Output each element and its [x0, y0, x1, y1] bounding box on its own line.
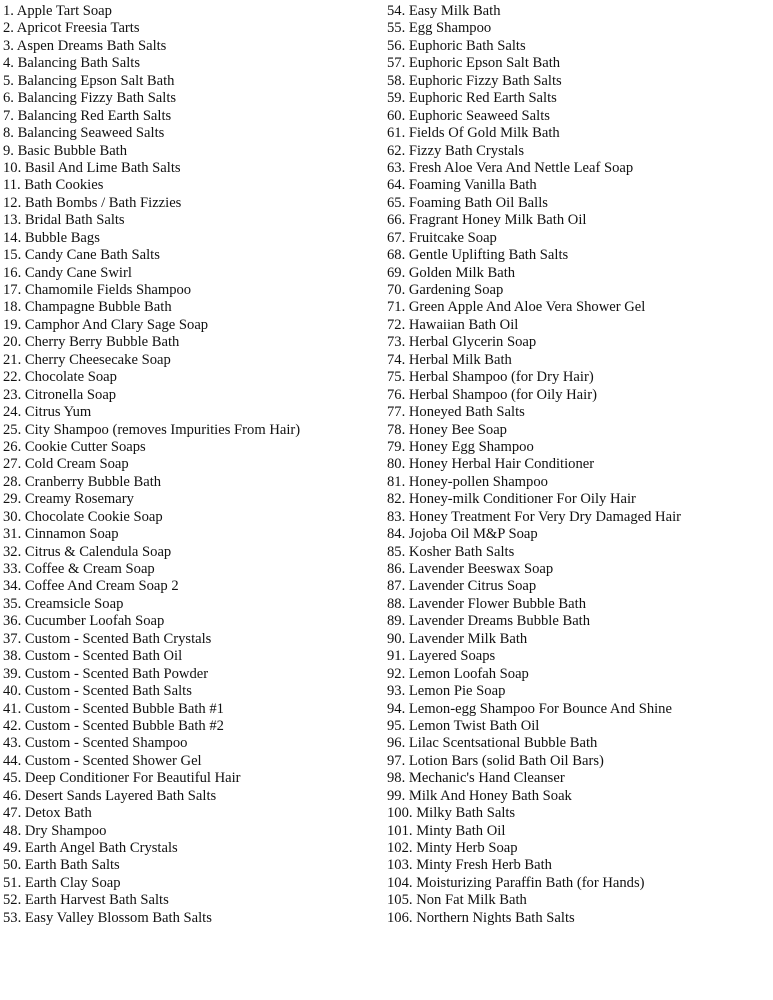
- list-item: 52. Earth Harvest Bath Salts: [3, 892, 169, 909]
- list-item: 13. Bridal Bath Salts: [3, 212, 125, 229]
- list-item: 97. Lotion Bars (solid Bath Oil Bars): [387, 752, 604, 769]
- list-item: 67. Fruitcake Soap: [387, 229, 497, 246]
- list-item: 61. Fields Of Gold Milk Bath: [387, 125, 560, 142]
- list-item: 7. Balancing Red Earth Salts: [3, 107, 172, 124]
- list-item: 101. Minty Bath Oil: [387, 822, 506, 839]
- list-item: 28. Cranberry Bubble Bath: [3, 473, 162, 490]
- list-item: 20. Cherry Berry Bubble Bath: [3, 334, 180, 351]
- list-item: 32. Citrus & Calendula Soap: [3, 543, 172, 560]
- list-item: 12. Bath Bombs / Bath Fizzies: [3, 194, 182, 211]
- list-item: 68. Gentle Uplifting Bath Salts: [387, 247, 569, 264]
- list-item: 98. Mechanic's Hand Cleanser: [387, 770, 565, 787]
- list-item: 41. Custom - Scented Bubble Bath #1: [3, 700, 224, 717]
- list-item: 80. Honey Herbal Hair Conditioner: [387, 456, 595, 473]
- list-item: 85. Kosher Bath Salts: [387, 543, 515, 560]
- list-item: 23. Citronella Soap: [3, 386, 117, 403]
- list-item: 66. Fragrant Honey Milk Bath Oil: [387, 212, 587, 229]
- list-item: 2. Apricot Freesia Tarts: [3, 20, 140, 37]
- list-item: 45. Deep Conditioner For Beautiful Hair: [3, 770, 241, 787]
- list-item: 88. Lavender Flower Bubble Bath: [387, 595, 586, 612]
- list-item: 17. Chamomile Fields Shampoo: [3, 282, 192, 298]
- list-item: 8. Balancing Seaweed Salts: [3, 125, 165, 142]
- list-item: 69. Golden Milk Bath: [387, 264, 516, 281]
- list-item: 57. Euphoric Epson Salt Bath: [387, 55, 561, 72]
- list-item: 73. Herbal Glycerin Soap: [387, 334, 537, 351]
- recipe-list-right-column: [387, 3, 771, 927]
- list-item: 96. Lilac Scentsational Bubble Bath: [387, 735, 598, 752]
- list-item: 46. Desert Sands Layered Bath Salts: [3, 787, 217, 804]
- list-item: 63. Fresh Aloe Vera And Nettle Leaf Soap: [387, 159, 634, 176]
- list-item: 31. Cinnamon Soap: [3, 526, 119, 543]
- list-item: 100. Milky Bath Salts: [387, 805, 516, 822]
- list-item: 30. Chocolate Cookie Soap: [3, 508, 163, 525]
- list-item: 62. Fizzy Bath Crystals: [387, 142, 525, 159]
- list-item: 43. Custom - Scented Shampoo: [3, 735, 188, 752]
- list-item: 27. Cold Cream Soap: [3, 456, 129, 473]
- list-item: 65. Foaming Bath Oil Balls: [387, 194, 548, 211]
- list-item: 36. Cucumber Loofah Soap: [3, 613, 165, 630]
- list-item: 19. Camphor And Clary Sage Soap: [3, 316, 209, 333]
- list-item: 72. Hawaiian Bath Oil: [387, 316, 519, 333]
- list-item: 71. Green Apple And Aloe Vera Shower Gel: [387, 299, 646, 316]
- list-item: 104. Moisturizing Paraffin Bath (for Hands): [387, 874, 645, 891]
- list-item: 79. Honey Egg Shampoo: [387, 438, 534, 455]
- list-item: 90. Lavender Milk Bath: [387, 630, 528, 647]
- list-item: 33. Coffee & Cream Soap: [3, 561, 155, 577]
- list-item: 94. Lemon-egg Shampoo For Bounce And Shine: [387, 700, 672, 717]
- list-item: 40. Custom - Scented Bath Salts: [3, 683, 192, 700]
- list-item: 29. Creamy Rosemary: [3, 491, 134, 508]
- list-item: 37. Custom - Scented Bath Crystals: [3, 630, 212, 647]
- list-item: 105. Non Fat Milk Bath: [387, 892, 527, 909]
- list-item: 35. Creamsicle Soap: [3, 595, 124, 612]
- list-item: 21. Cherry Cheesecake Soap: [3, 351, 171, 368]
- list-item: 34. Coffee And Cream Soap 2: [3, 578, 179, 595]
- list-item: 3. Aspen Dreams Bath Salts: [3, 37, 167, 54]
- list-item: 92. Lemon Loofah Soap: [387, 665, 529, 682]
- list-item: 102. Minty Herb Soap: [387, 840, 518, 856]
- list-item: 25. City Shampoo (removes Impurities From Hair): [3, 421, 301, 438]
- list-item: 59. Euphoric Red Earth Salts: [387, 90, 557, 107]
- list-item: 44. Custom - Scented Shower Gel: [3, 752, 202, 769]
- list-item: 48. Dry Shampoo: [3, 822, 107, 839]
- list-item: 51. Earth Clay Soap: [3, 874, 121, 891]
- list-item: 16. Candy Cane Swirl: [3, 264, 132, 281]
- list-item: 18. Champagne Bubble Bath: [3, 299, 172, 316]
- list-item: 89. Lavender Dreams Bubble Bath: [387, 613, 591, 630]
- list-item: 9. Basic Bubble Bath: [3, 142, 128, 159]
- list-item: 84. Jojoba Oil M&P Soap: [387, 526, 538, 543]
- list-item: 74. Herbal Milk Bath: [387, 351, 512, 368]
- list-item: 47. Detox Bath: [3, 805, 92, 822]
- list-item: 58. Euphoric Fizzy Bath Salts: [387, 72, 562, 89]
- list-item: 6. Balancing Fizzy Bath Salts: [3, 90, 177, 107]
- list-item: 5. Balancing Epson Salt Bath: [3, 72, 175, 89]
- list-item: 49. Earth Angel Bath Crystals: [3, 840, 178, 856]
- list-item: 91. Layered Soaps: [387, 648, 496, 665]
- list-item: 70. Gardening Soap: [387, 282, 504, 298]
- list-item: 99. Milk And Honey Bath Soak: [387, 787, 572, 804]
- list-item: 24. Citrus Yum: [3, 404, 92, 421]
- list-item: 1. Apple Tart Soap: [3, 3, 112, 19]
- list-item: 55. Egg Shampoo: [387, 20, 492, 37]
- list-item: 76. Herbal Shampoo (for Oily Hair): [387, 386, 597, 403]
- list-item: 54. Easy Milk Bath: [387, 3, 501, 19]
- list-item: 53. Easy Valley Blossom Bath Salts: [3, 909, 212, 926]
- list-item: 42. Custom - Scented Bubble Bath #2: [3, 717, 224, 734]
- list-item: 50. Earth Bath Salts: [3, 857, 120, 874]
- list-item: 81. Honey-pollen Shampoo: [387, 473, 548, 490]
- list-item: 87. Lavender Citrus Soap: [387, 578, 537, 595]
- list-item: 106. Northern Nights Bath Salts: [387, 909, 575, 926]
- list-item: 11. Bath Cookies: [3, 177, 104, 194]
- list-item: 86. Lavender Beeswax Soap: [387, 561, 554, 577]
- list-item: 56. Euphoric Bath Salts: [387, 37, 526, 54]
- list-item: 39. Custom - Scented Bath Powder: [3, 665, 209, 682]
- list-item: 93. Lemon Pie Soap: [387, 683, 506, 700]
- list-item: 60. Euphoric Seaweed Salts: [387, 107, 550, 124]
- list-item: 10. Basil And Lime Bath Salts: [3, 159, 181, 176]
- list-item: 38. Custom - Scented Bath Oil: [3, 648, 183, 665]
- list-item: 83. Honey Treatment For Very Dry Damaged Hair: [387, 508, 681, 525]
- list-item: 26. Cookie Cutter Soaps: [3, 438, 146, 455]
- list-item: 75. Herbal Shampoo (for Dry Hair): [387, 369, 594, 386]
- list-item: 77. Honeyed Bath Salts: [387, 404, 525, 421]
- recipe-list-left-column: [3, 3, 383, 927]
- list-item: 64. Foaming Vanilla Bath: [387, 177, 537, 194]
- list-item: 4. Balancing Bath Salts: [3, 55, 141, 72]
- list-item: 95. Lemon Twist Bath Oil: [387, 717, 540, 734]
- list-item: 15. Candy Cane Bath Salts: [3, 247, 160, 264]
- list-item: 82. Honey-milk Conditioner For Oily Hair: [387, 491, 636, 508]
- list-item: 103. Minty Fresh Herb Bath: [387, 857, 552, 874]
- list-item: 78. Honey Bee Soap: [387, 421, 507, 438]
- list-item: 14. Bubble Bags: [3, 229, 100, 246]
- list-item: 22. Chocolate Soap: [3, 369, 117, 386]
